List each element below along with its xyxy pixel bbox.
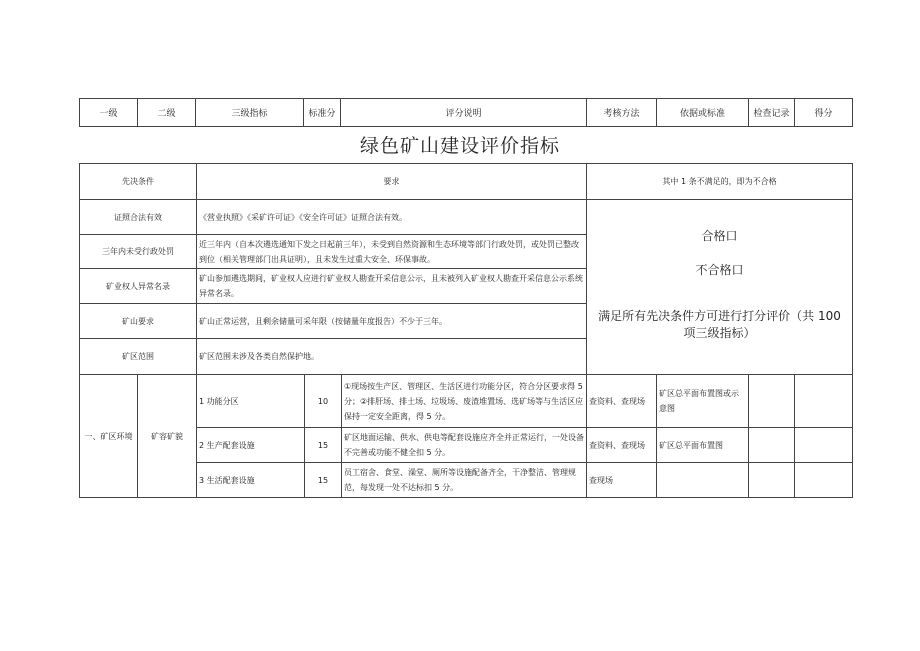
indicator-name: 2 生产配套设施: [197, 428, 305, 463]
indicator-basis: 矿区总平面布置图或示意图: [657, 375, 749, 428]
indicator-score: 15: [305, 428, 342, 463]
indicator-name: 3 生活配套设施: [197, 463, 305, 498]
score-cell[interactable]: [795, 375, 853, 428]
score-cell[interactable]: [795, 428, 853, 463]
prereq-condition: 矿业权人异常名录: [80, 269, 197, 304]
prereq-condition: 矿区范围: [80, 339, 197, 375]
indicator-desc: 员工宿舍、食堂、澡堂、厕所等设施配备齐全，干净整洁、管理规范，每发现一处不达标扣 5 分。: [342, 463, 587, 498]
prereq-requirement: 《营业执照》《采矿许可证》《安全许可证》证照合法有效。: [197, 200, 587, 235]
table-row: [80, 200, 853, 235]
indicator-desc: 矿区地面运输、供水、供电等配套设施应齐全并正常运行，一处设备不完善或功能不健全扣 5 分。: [342, 428, 587, 463]
indicator-basis: 矿区总平面布置图: [657, 428, 749, 463]
pass-checkbox-label[interactable]: 合格口: [701, 229, 738, 243]
indicator-method: 查资料、查现场: [587, 428, 657, 463]
prereq-col-result: 其中 1 条不满足的，即为不合格: [587, 164, 853, 200]
prereq-result-cell: [587, 200, 853, 375]
prereq-requirement: 矿区范围未涉及各类自然保护地。: [197, 339, 587, 375]
header-basis: 依据或标准: [657, 99, 749, 127]
prereq-condition: 三年内未受行政处罚: [80, 235, 197, 269]
table-row: [80, 375, 853, 428]
page-title: 绿色矿山建设评价指标: [359, 135, 560, 157]
header-level3: 三级指标: [196, 99, 304, 127]
level2-cell: 矿容矿貌: [138, 375, 197, 498]
header-standard-score: 标准分: [304, 99, 341, 127]
check-record-cell[interactable]: [749, 375, 795, 428]
header-score: 得分: [795, 99, 853, 127]
indicator-basis: [657, 463, 749, 498]
indicator-score: 15: [305, 463, 342, 498]
indicator-score: 10: [305, 375, 342, 428]
check-record-cell[interactable]: [749, 463, 795, 498]
header-level2: 二级: [138, 99, 196, 127]
prereq-requirement: 矿山参加遴选期间，矿业权人应进行矿业权人勘查开采信息公示，且未被列入矿业权人勘查开采信息公示系统异常名录。: [197, 269, 587, 304]
prereq-condition: 证照合法有效: [80, 200, 197, 235]
prereq-condition: 矿山要求: [80, 304, 197, 339]
check-record-cell[interactable]: [749, 428, 795, 463]
level1-cell: 一、矿区环境: [80, 375, 138, 498]
column-header-table: [79, 98, 853, 127]
evaluation-table: [79, 163, 853, 498]
prereq-requirement: 近三年内（自本次遴选通知下发之日起前三年），未受到自然资源和生态环境等部门行政处罚，或处罚已整改到位（相关管理部门出具证明），且未发生过重大安全、环保事故。: [197, 235, 587, 269]
indicator-desc: ①现场按生产区、管理区、生活区进行功能分区，符合分区要求得 5 分；②排肝场、排土场、垃圾场、废渣堆置场、选矿场等与生活区应保持一定安全距离，得 5 分。: [342, 375, 587, 428]
fail-checkbox-label[interactable]: 不合格口: [695, 263, 744, 277]
score-cell[interactable]: [795, 463, 853, 498]
header-scoring-desc: 评分说明: [341, 99, 587, 127]
prereq-requirement: 矿山正常运营，且剩余储量可采年限（按储量年度报告）不少于三年。: [197, 304, 587, 339]
prereq-col-requirement: 要求: [197, 164, 587, 200]
indicator-method: 查现场: [587, 463, 657, 498]
prereq-note: 满足所有先决条件方可进行打分评价（共 100 项三级指标）: [598, 309, 841, 340]
header-record: 检查记录: [749, 99, 795, 127]
header-level1: 一级: [80, 99, 138, 127]
indicator-method: 查资料、查现场: [587, 375, 657, 428]
prereq-header-row: [80, 164, 853, 200]
indicator-name: 1 功能分区: [197, 375, 305, 428]
header-method: 考核方法: [587, 99, 657, 127]
prereq-col-condition: 先决条件: [80, 164, 197, 200]
